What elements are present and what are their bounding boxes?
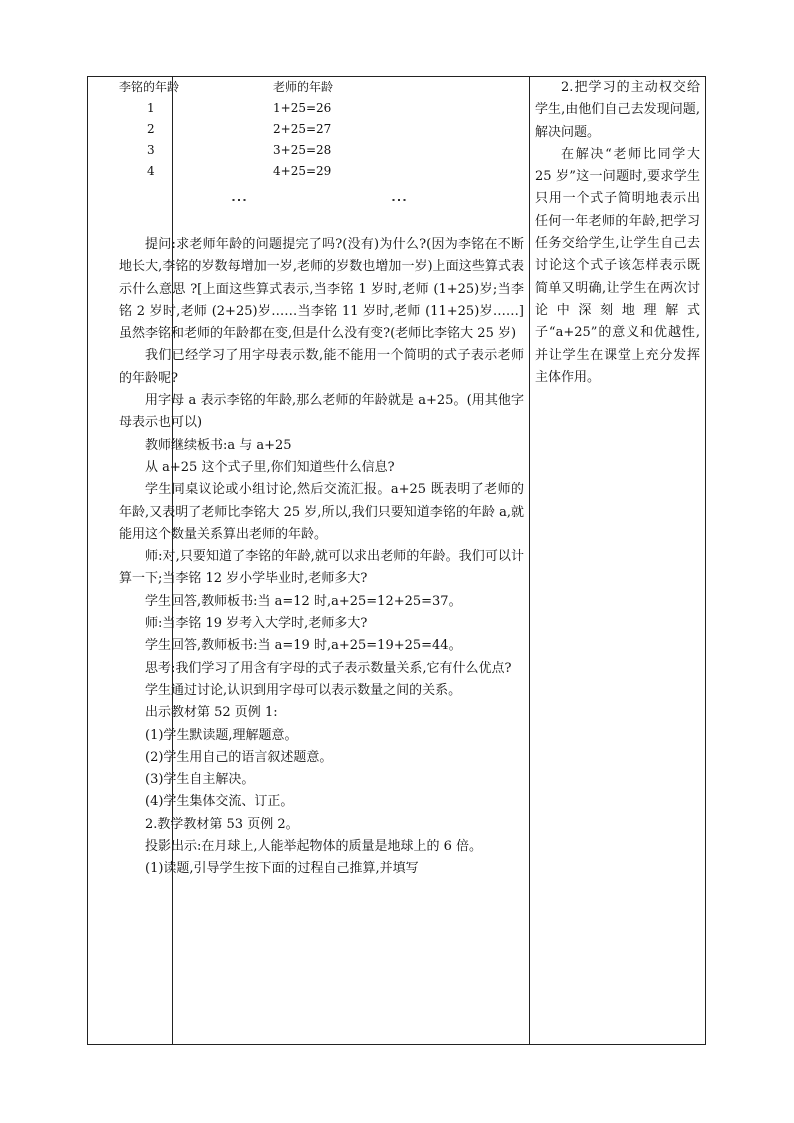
age-table-row <box>119 98 524 119</box>
age-table-teacher-value: 3+25=28 <box>273 143 332 157</box>
age-table-header <box>119 77 524 98</box>
age-table-student-value: 2 <box>147 122 155 136</box>
paragraph: (1)读题,引导学生按下面的过程自己推算,并填写 <box>145 861 419 877</box>
paragraph: 投影出示:在月球上,人能举起物体的质量是地球上的 6 倍。 <box>145 839 483 855</box>
paragraph: (4)学生集体交流、订正。 <box>145 794 294 810</box>
paragraph: (1)学生默读题,理解题意。 <box>145 727 298 743</box>
age-table-student-value: 3 <box>147 143 155 157</box>
paragraph: 师:对,只要知道了李铭的年龄,就可以求出老师的年龄。我们可以计算一下;当李铭 12 岁小学毕业时,老师多大? <box>119 549 524 587</box>
paragraph: 学生回答,教师板书:当 a=19 时,a+25=19+25=44。 <box>145 638 462 654</box>
paragraph: 学生回答,教师板书:当 a=12 时,a+25=12+25=37。 <box>145 593 462 609</box>
teaching-process-column <box>119 77 524 881</box>
age-table-header-student: 李铭的年龄 <box>119 80 180 94</box>
age-table-teacher-value: 1+25=26 <box>273 101 332 115</box>
paragraph: 思考:我们学习了用含有字母的式子表示数量关系,它有什么优点? <box>145 660 512 676</box>
age-table-teacher-value: 2+25=27 <box>273 122 332 136</box>
note-paragraph: 在解决“老师比同学大 25 岁”这一问题时,要求学生只用一个式子简明地表示出任何一年老师的年龄,把学习任务交给学生,让学生自己去讨论这个式子该怎样表示既简单又明确,让学生在两次讨论中深刻地理解式子“a+25”的意义和优越性,并让学生在课堂上充分发挥主体作用。 <box>535 146 700 385</box>
note-paragraph: 2.把学习的主动权交给学生,由他们自己去发现问题,解决问题。 <box>535 80 700 140</box>
paragraph: 从 a+25 这个式子里,你们知道些什么信息? <box>145 459 395 475</box>
paragraph: (3)学生自主解决。 <box>145 772 255 788</box>
paragraph: 教师继续板书:a 与 a+25 <box>145 437 292 453</box>
age-table-row <box>119 119 524 140</box>
age-table-teacher-value: 4+25=29 <box>273 164 332 178</box>
vertical-ellipsis: ⋮ <box>230 192 249 208</box>
age-table-continuation <box>119 182 524 222</box>
paragraph: 提问:求老师年龄的问题提完了吗?(没有)为什么?(因为李铭在不断地长大,李铭的岁数每增加一岁,老师的岁数也增加一岁)上面这些算式表示什么意思 ?[上面这些算式表示,当李铭 1 岁时,老师 (1+25)岁;当李铭 2 岁时,老师 (2+25)岁……当李铭 11 岁时,老师 (11+25)岁……]虽然李铭和老师的年龄都在变,但是什么没有变?(老师比李铭大 25 岁) <box>119 237 524 342</box>
age-table-student-value: 1 <box>147 101 155 115</box>
age-table-row <box>119 140 524 161</box>
age-table-header-teacher: 老师的年龄 <box>273 80 334 94</box>
vertical-ellipsis: ⋮ <box>390 192 409 208</box>
paragraph: 出示教材第 52 页例 1: <box>145 705 278 721</box>
column-divider-right <box>529 77 530 1044</box>
paragraph: 师:当李铭 19 岁考入大学时,老师多大? <box>145 616 368 632</box>
paragraph: 2.教学教材第 53 页例 2。 <box>145 816 299 832</box>
paragraph: 我们已经学习了用字母表示数,能不能用一个简明的式子表示老师的年龄呢? <box>119 348 524 386</box>
design-intent-column <box>535 77 700 389</box>
paragraph: 学生通过讨论,认识到用字母可以表示数量之间的关系。 <box>145 682 462 698</box>
paragraph: (2)学生用自己的语言叙述题意。 <box>145 749 333 765</box>
paragraph: 学生同桌议论或小组讨论,然后交流汇报。a+25 既表明了老师的年龄,又表明了老师比李铭大 25 岁,所以,我们只要知道李铭的年龄 a,就能用这个数量关系算出老师的年龄。 <box>119 482 524 542</box>
paragraph: 用字母 a 表示李铭的年龄,那么老师的年龄就是 a+25。(用其他字母表示也可以) <box>119 393 524 431</box>
age-table-student-value: 4 <box>147 164 155 178</box>
age-table-row <box>119 161 524 182</box>
